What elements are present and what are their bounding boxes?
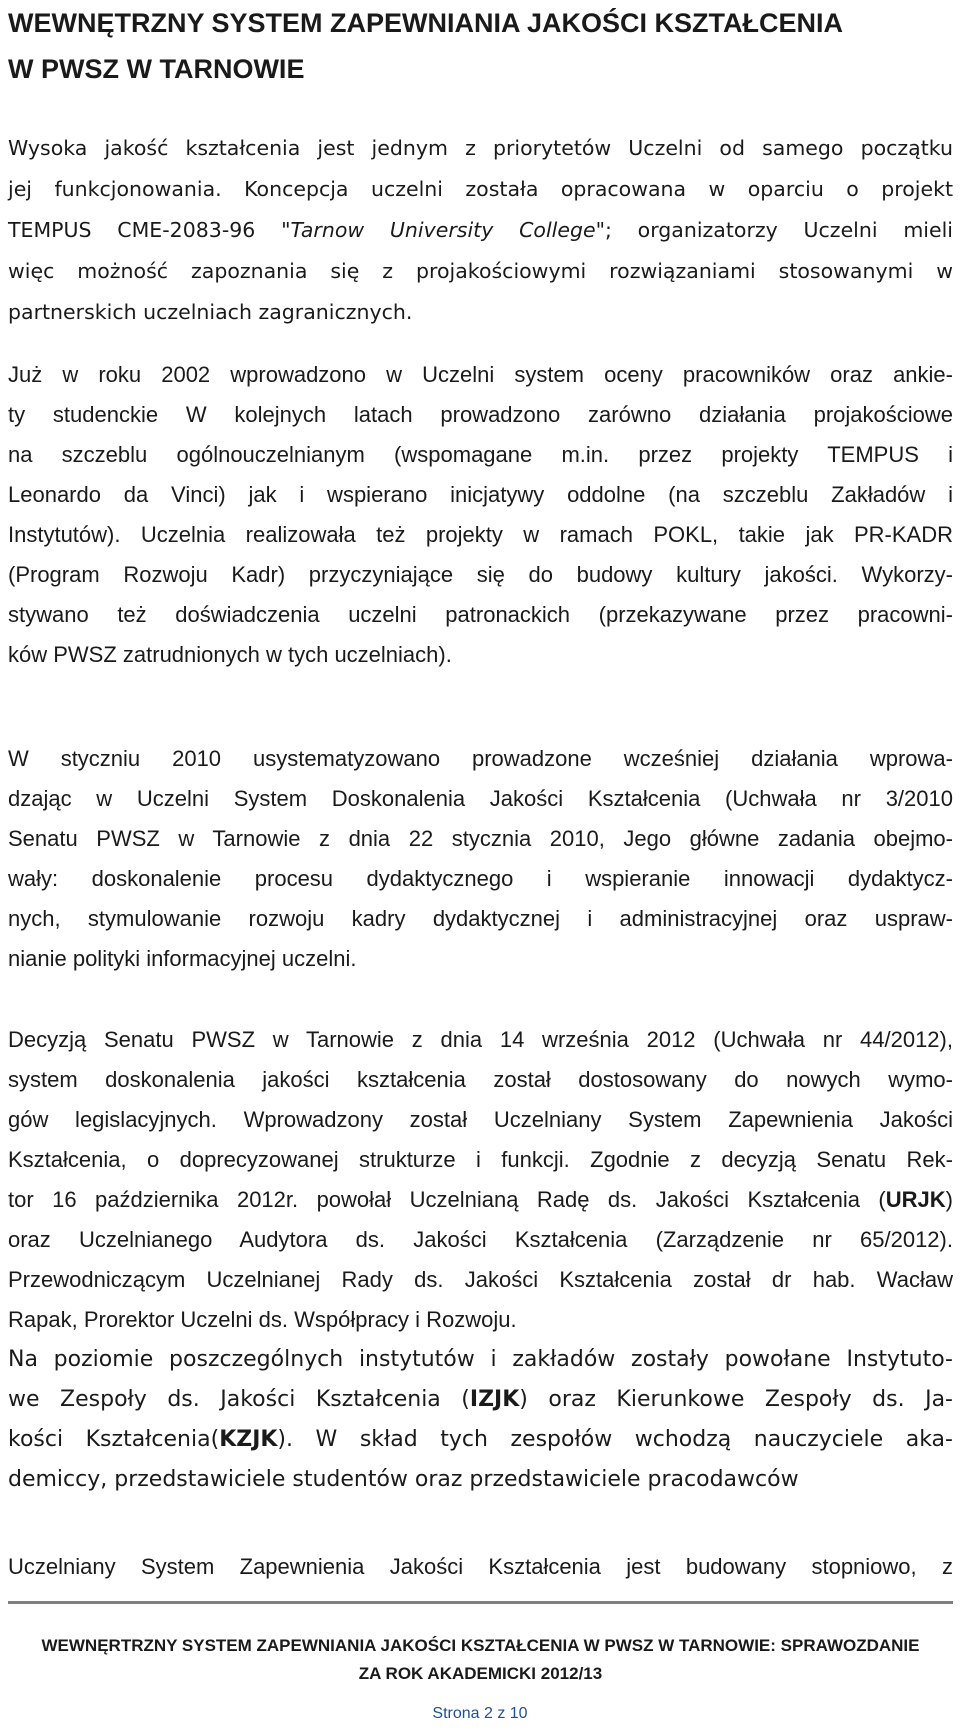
paragraph-institute-teams: [8, 1340, 953, 1500]
text-line: gów legislacyjnych. Wprowadzony został Uczelniany System Zapewnienia Jakości: [8, 1107, 953, 1132]
paragraph-2002-initiatives: [8, 355, 953, 675]
project-name-italic: Tarnow University College: [290, 218, 596, 242]
text-line: jej funkcjonowania. Koncepcja uczelni została opracowana w oparciu o projekt: [8, 177, 953, 201]
text-line: partnerskich uczelniach zagranicznych.: [8, 300, 413, 324]
paragraph-system-building: [8, 1547, 953, 1587]
text-run: ): [945, 1187, 953, 1212]
page-title-line-2: W PWSZ W TARNOWIE: [8, 54, 305, 84]
page-title-line-1: WEWNĘTRZNY SYSTEM ZAPEWNIANIA JAKOŚCI KSZTAŁCENIA: [8, 8, 844, 38]
text-line: [8, 1380, 953, 1420]
text-line: Przewodniczącym Uczelnianej Rady ds. Jakości Kształcenia został dr hab. Wacław: [8, 1267, 953, 1292]
text-line: W styczniu 2010 usystematyzowano prowadzone wcześniej działania wprowa-: [8, 746, 953, 771]
text-run: we Zespoły ds. Jakości Kształcenia (: [8, 1387, 470, 1412]
footer-title-line-2: ZA ROK AKADEMICKI 2012/13: [358, 1664, 603, 1683]
text-run: TEMPUS CME-2083-96 ": [8, 218, 291, 242]
text-line: Decyzją Senatu PWSZ w Tarnowie z dnia 14 września 2012 (Uchwała nr 44/2012),: [8, 1027, 953, 1052]
text-line: więc możność zapoznania się z projakościowymi rozwiązaniami stosowanymi w: [8, 259, 953, 283]
text-line: Leonardo da Vinci) jak i wspierano inicjatywy oddolne (na szczeblu Zakładów i: [8, 482, 953, 507]
text-line: oraz Uczelnianego Audytora ds. Jakości Kształcenia (Zarządzenie nr 65/2012).: [8, 1227, 953, 1252]
text-line: stywano też doświadczenia uczelni patronackich (przekazywane przez pracowni-: [8, 602, 953, 627]
paragraph-2010-system: [8, 739, 953, 979]
text-line: Uczelniany System Zapewnienia Jakości Kształcenia jest budowany stopniowo, z: [8, 1554, 953, 1579]
text-line: Na poziomie poszczególnych instytutów i zakładów zostały powołane Instytuto-: [8, 1347, 953, 1372]
text-line: Wysoka jakość kształcenia jest jednym z priorytetów Uczelni od samego początku: [8, 136, 953, 160]
acronym-kzjk: KZJK: [219, 1427, 278, 1452]
text-line: Rapak, Prorektor Uczelni ds. Współpracy i Rozwoju.: [8, 1307, 517, 1332]
acronym-izjk: IZJK: [469, 1387, 520, 1412]
acronym-urjk: URJK: [885, 1187, 946, 1212]
text-run: "; organizatorzy Uczelni mieli: [595, 218, 953, 242]
text-line: (Program Rozwoju Kadr) przyczyniające się do budowy kultury jakości. Wykorzy-: [8, 562, 953, 587]
text-line: nych, stymulowanie rozwoju kadry dydaktycznej i administracyjnej oraz uspraw-: [8, 906, 953, 931]
paragraph-2012-decision: [8, 1020, 953, 1340]
text-line: [8, 210, 953, 251]
text-line: ków PWSZ zatrudnionych w tych uczelniach).: [8, 642, 452, 667]
text-line: Już w roku 2002 wprowadzono w Uczelni system oceny pracowników oraz ankie-: [8, 362, 953, 387]
text-line: wały: doskonalenie procesu dydaktycznego i wspieranie innowacji dydaktycz-: [8, 866, 953, 891]
footer-report-title: [8, 1632, 953, 1688]
text-line: Instytutów). Uczelnia realizowała też projekty w ramach POKL, takie jak PR-KADR: [8, 522, 953, 547]
text-run: ) oraz Kierunkowe Zespoły ds. Ja-: [519, 1387, 953, 1412]
text-line: demiccy, przedstawiciele studentów oraz przedstawiciele pracodawców: [8, 1467, 799, 1492]
text-line: Senatu PWSZ w Tarnowie z dnia 22 stycznia 2010, Jego główne zadania obejmo-: [8, 826, 953, 851]
paragraph-quality-history: [8, 128, 953, 333]
page-number: Strona 2 z 10: [432, 1705, 528, 1722]
footer-divider: [8, 1601, 953, 1604]
text-run: kości Kształcenia(: [8, 1427, 220, 1452]
text-line: nianie polityki informacyjnej uczelni.: [8, 946, 357, 971]
text-line: dzając w Uczelni System Doskonalenia Jakości Kształcenia (Uchwała nr 3/2010: [8, 786, 953, 811]
text-line: [8, 1420, 953, 1460]
text-line: na szczeblu ogólnouczelnianym (wspomagane m.in. przez projekty TEMPUS i: [8, 442, 953, 467]
text-run: ). W skład tych zespołów wchodzą nauczyciele aka-: [277, 1427, 953, 1452]
text-line: [8, 1180, 953, 1220]
text-run: tor 16 października 2012r. powołał Uczelnianą Radę ds. Jakości Kształcenia (: [8, 1187, 886, 1212]
page-title: [8, 0, 948, 92]
text-line: system doskonalenia jakości kształcenia został dostosowany do nowych wymo-: [8, 1067, 953, 1092]
text-line: Kształcenia, o doprecyzowanej strukturze i funkcji. Zgodnie z decyzją Senatu Rek-: [8, 1147, 953, 1172]
footer-title-line-1: WEWNĘRTRZNY SYSTEM ZAPEWNIANIA JAKOŚCI KSZTAŁCENIA W PWSZ W TARNOWIE: SPRAWOZDANIE: [41, 1636, 920, 1655]
text-line: ty studenckie W kolejnych latach prowadzono zarówno działania projakościowe: [8, 402, 953, 427]
